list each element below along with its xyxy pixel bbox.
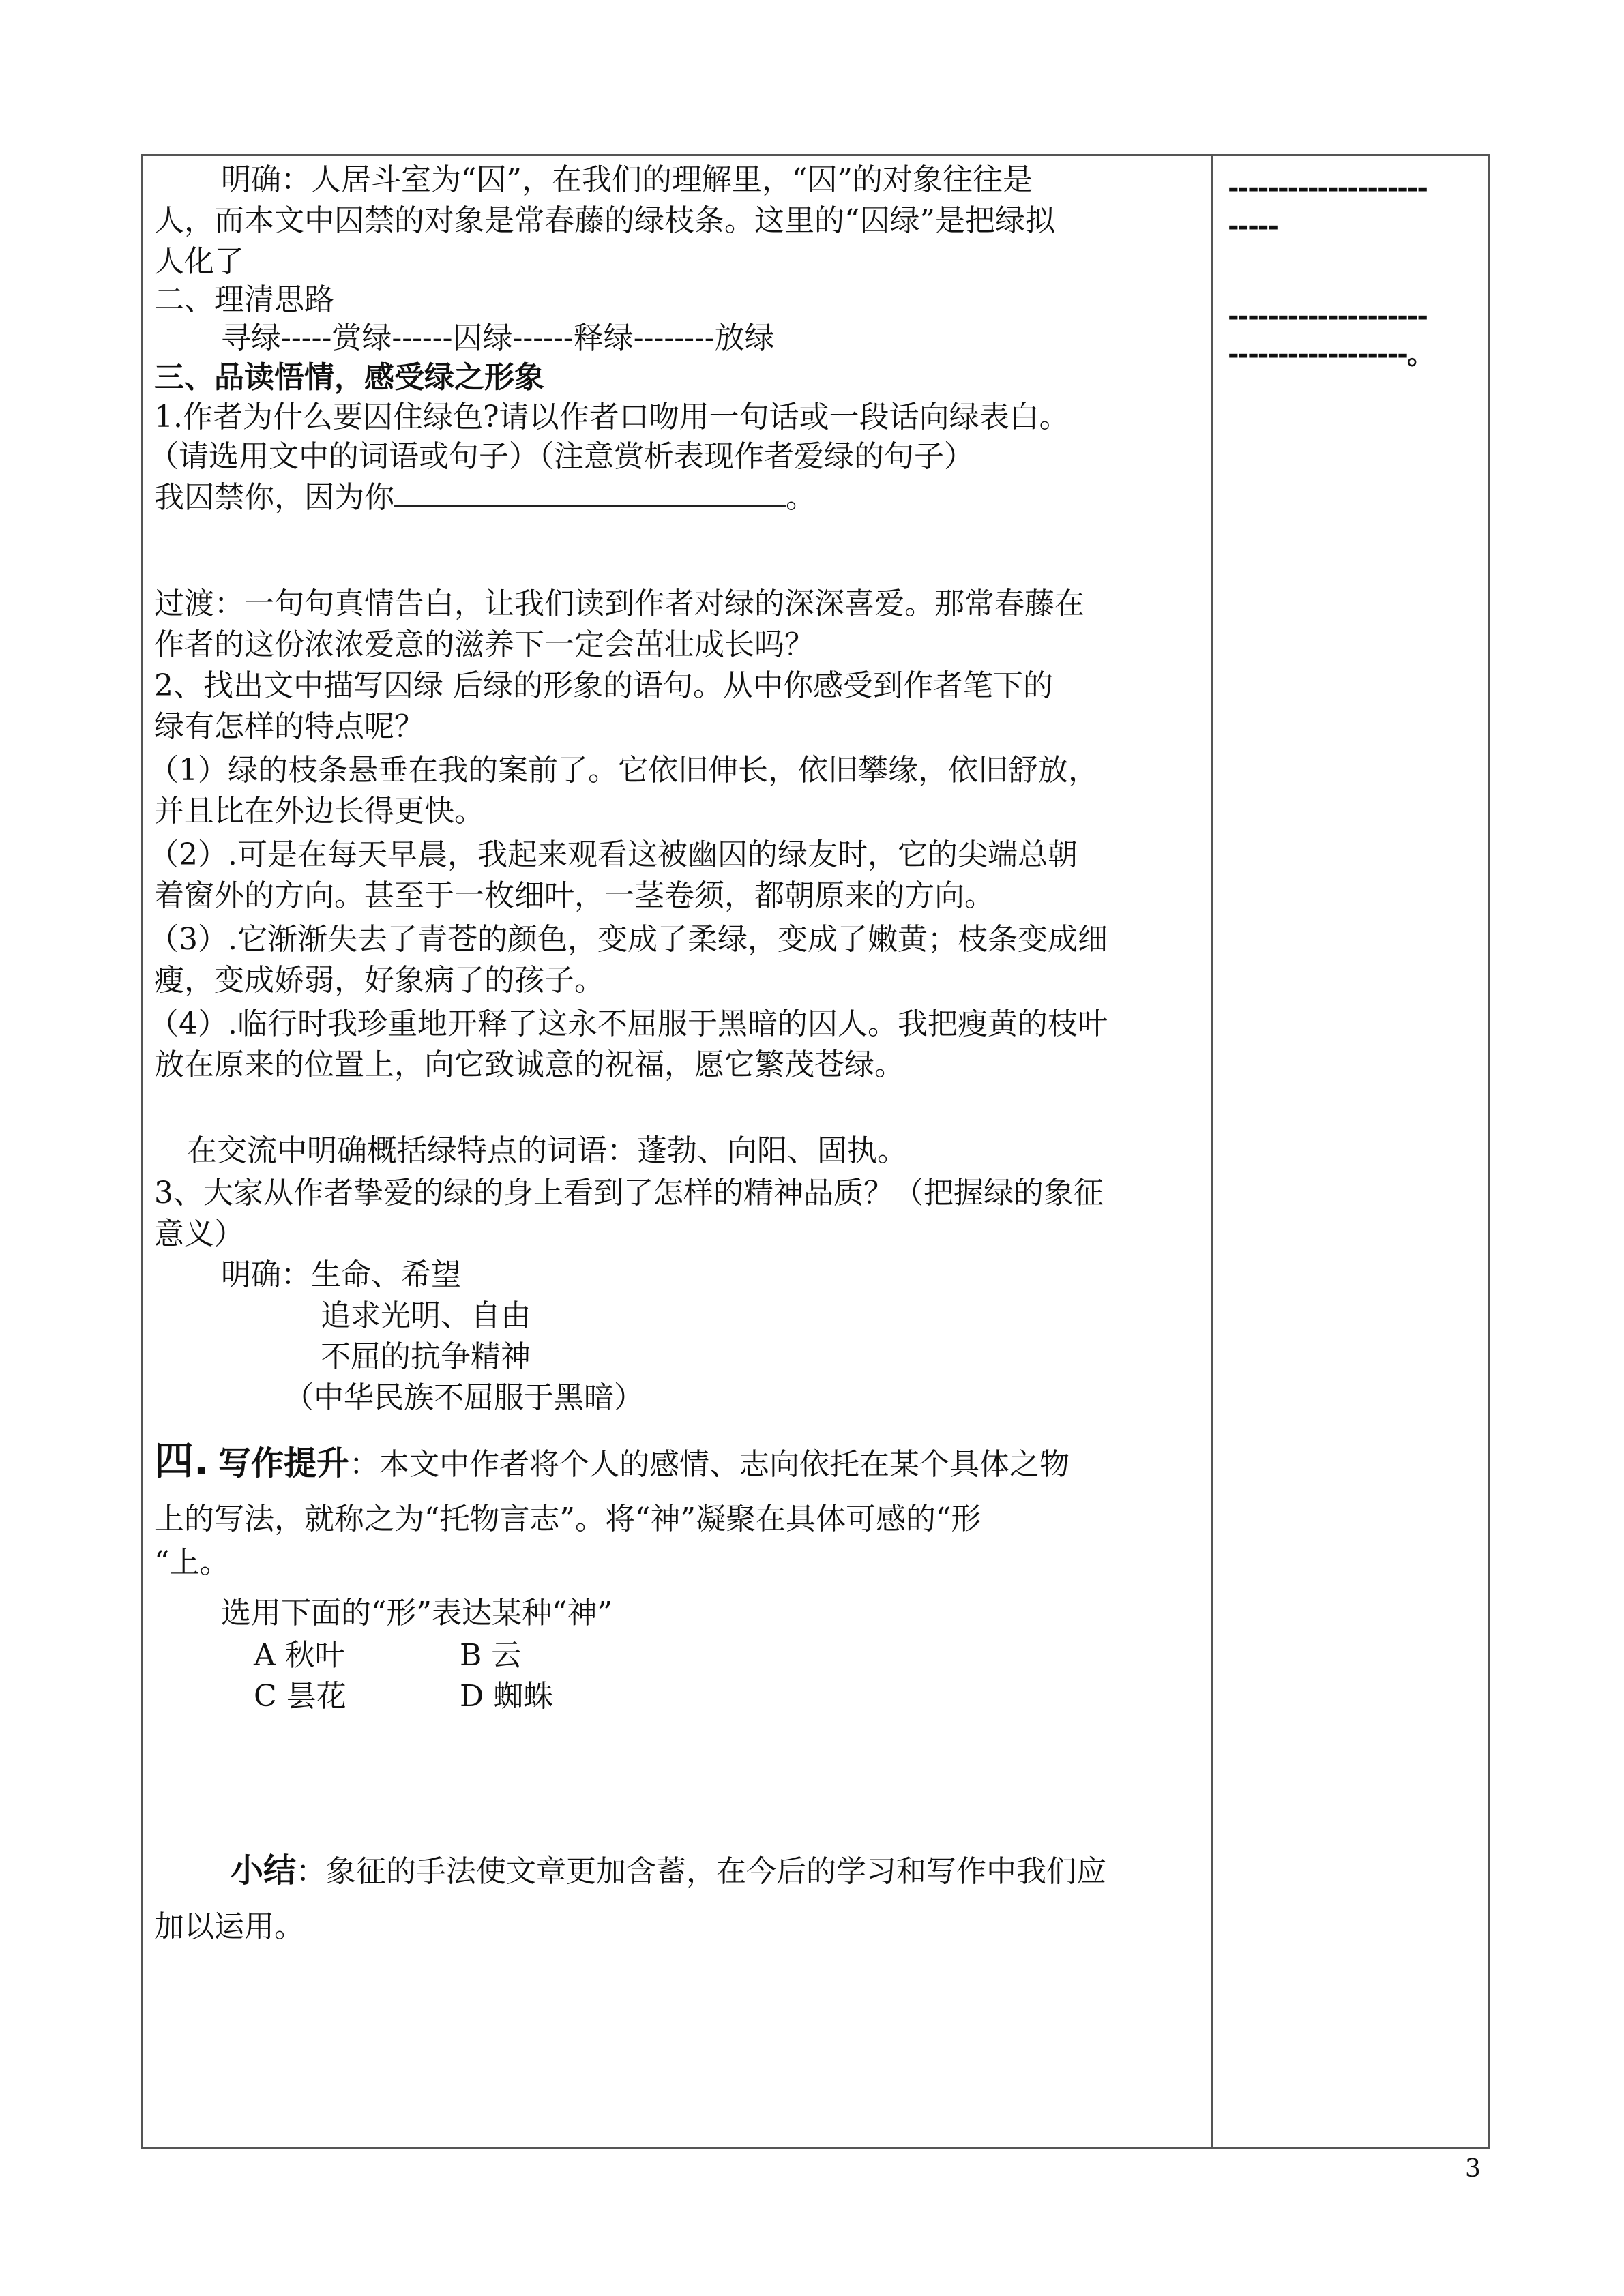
option-d: D 蜘蛛 xyxy=(460,1679,554,1714)
mingque-line-1: 明确：人居斗室为“囚”，在我们的理解里，“囚”的对象往往是 xyxy=(221,162,1033,197)
sentence-4-line-2: 放在原来的位置上，向它致诚意的祝福，愿它繁茂苍绿。 xyxy=(154,1047,904,1082)
summary-line-2: 加以运用。 xyxy=(154,1909,304,1944)
transition-line-2: 作者的这份浓浓爱意的滋养下一定会茁壮成长吗？ xyxy=(154,627,814,662)
mingque2-line-3: 不屈的抗争精神 xyxy=(321,1339,531,1374)
sentence-2-line-2: 着窗外的方向。甚至于一枚细叶，一茎卷须，都朝原来的方向。 xyxy=(154,878,994,913)
question-1-line-2: （请选用文中的词语或句子）（注意赏析表现作者爱绿的句子） xyxy=(149,439,974,474)
question-3-line-2: 意义） xyxy=(154,1217,244,1251)
choose-prompt: 选用下面的“形”表达某种“神” xyxy=(221,1596,612,1630)
answer-suffix: 。 xyxy=(786,480,816,515)
question-2-line-2: 绿有怎样的特点呢？ xyxy=(154,709,424,744)
mingque2-line-4: （中华民族不屈服于黑暗） xyxy=(284,1380,644,1415)
sentence-4-line-1: （4）.临行时我珍重地开释了这永不屈服于黑暗的囚人。我把瘦黄的枝叶 xyxy=(149,1007,1108,1041)
summary-line-1 xyxy=(231,1847,1106,1896)
side-dash-2a: -------------------- xyxy=(1228,301,1428,332)
sentence-2-line-1: （2）.可是在每天早晨，我起来观看这被幽囚的绿友时，它的尖端总朝 xyxy=(149,837,1078,872)
question-3-line-1: 3、大家从作者挚爱的绿的身上看到了怎样的精神品质？（把握绿的象征 xyxy=(154,1176,1104,1210)
section-4-line-2: 上的写法，就称之为“托物言志”。将“神”凝聚在具体可感的“形 xyxy=(154,1502,981,1536)
mingque2-line-1: 明确：生命、希望 xyxy=(221,1257,461,1292)
section-4-number: 四. xyxy=(154,1437,209,1484)
answer-prefix: 我囚禁你，因为你 xyxy=(154,480,394,515)
section-2-flow: 寻绿-----赏绿------囚绿------释绿--------放绿 xyxy=(221,320,775,355)
summary-text: ：象征的手法使文章更加含蓄，在今后的学习和写作中我们应 xyxy=(296,1854,1107,1889)
mingque-line-2: 人，而本文中囚禁的对象是常春藤的绿枝条。这里的“囚绿”是把绿拟 xyxy=(154,203,1055,238)
section-3-title: 三、品读悟情，感受绿之形象 xyxy=(154,360,544,395)
section-4-title: 写作提升 xyxy=(218,1444,350,1482)
option-c: C 昙花 xyxy=(254,1679,346,1714)
side-dash-2b: ------------------。 xyxy=(1228,339,1433,370)
section-2-title: 二、理清思路 xyxy=(154,282,334,317)
sentence-3-line-2: 瘦，变成娇弱，好象病了的孩子。 xyxy=(154,963,604,998)
answer-blank[interactable] xyxy=(394,478,786,507)
sentence-3-line-1: （3）.它渐渐失去了青苍的颜色，变成了柔绿，变成了嫩黄；枝条变成细 xyxy=(149,922,1108,957)
sentence-1-line-2: 并且比在外边长得更快。 xyxy=(154,794,484,829)
side-dash-1b: ----- xyxy=(1228,211,1278,242)
summary-words: 在交流中明确概括绿特点的词语：蓬勃、向阳、固执。 xyxy=(187,1133,907,1168)
page-number: 3 xyxy=(1465,2155,1481,2183)
mingque-line-3: 人化了 xyxy=(154,244,244,279)
question-1-line-3 xyxy=(154,477,816,518)
question-2-line-1: 2、找出文中描写囚绿 后绿的形象的语句。从中你感受到作者笔下的 xyxy=(154,668,1053,703)
section-4-text: ：本文中作者将个人的感情、志向依托在某个具体之物 xyxy=(349,1447,1070,1482)
side-dash-1a: -------------------- xyxy=(1228,173,1428,204)
section-4-line-1 xyxy=(154,1435,1069,1491)
option-b: B 云 xyxy=(460,1638,522,1673)
mingque2-line-2: 追求光明、自由 xyxy=(321,1298,531,1333)
column-divider xyxy=(1211,154,1213,2149)
question-1-line-1: 1.作者为什么要囚住绿色?请以作者口吻用一句话或一段话向绿表白。 xyxy=(154,400,1069,434)
transition-line-1: 过渡：一句句真情告白，让我们读到作者对绿的深深喜爱。那常春藤在 xyxy=(154,586,1084,621)
summary-label: 小结 xyxy=(231,1851,297,1890)
section-4-line-3: “上。 xyxy=(154,1545,230,1580)
sentence-1-line-1: （1）绿的枝条悬垂在我的案前了。它依旧伸长，依旧攀缘，依旧舒放， xyxy=(149,753,1098,788)
option-a: A 秋叶 xyxy=(254,1638,345,1673)
